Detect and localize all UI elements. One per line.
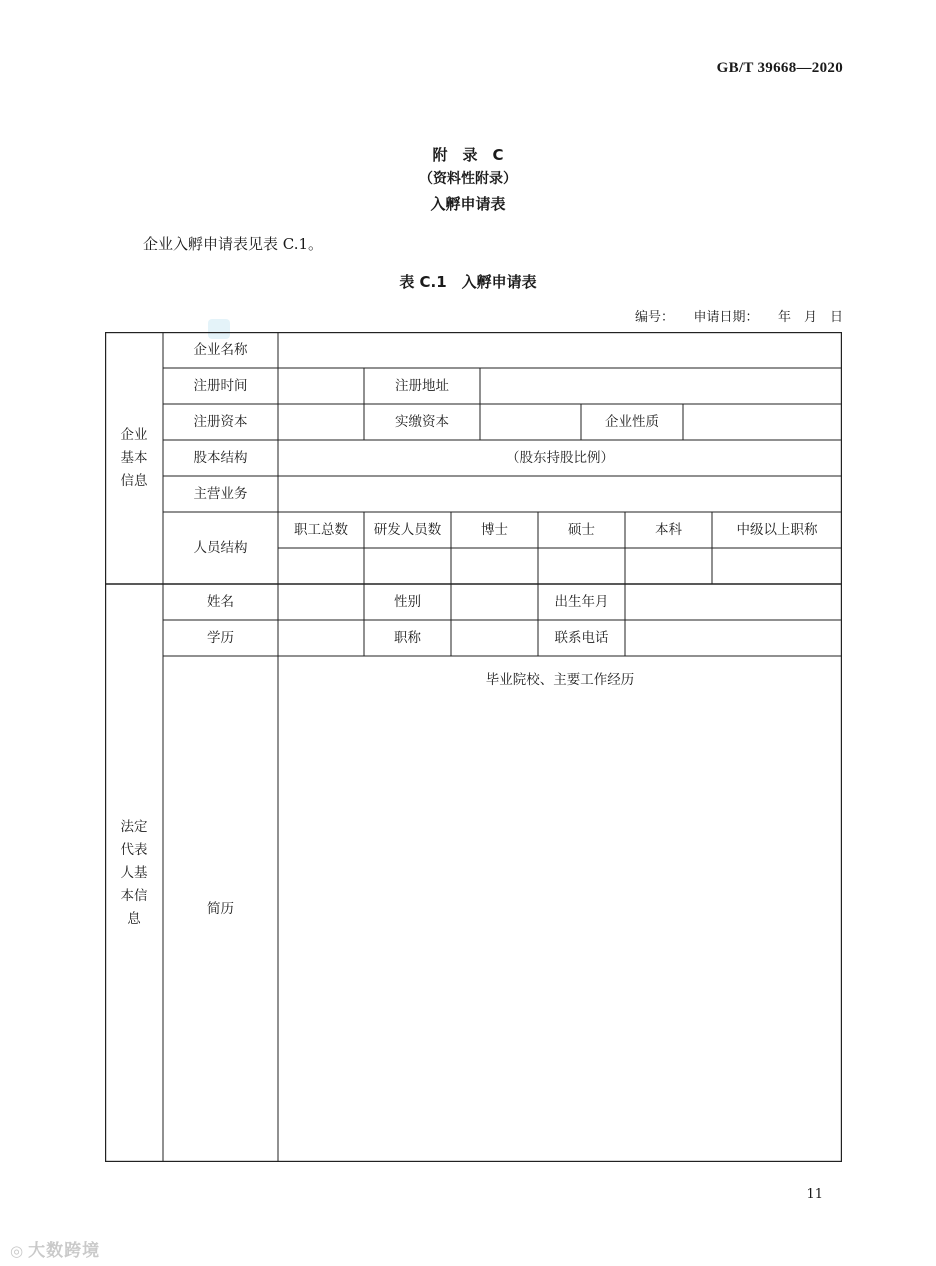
field-main-business[interactable]: [278, 476, 842, 512]
watermark-brand-icon: ◎: [10, 1242, 25, 1260]
staff-col-phd: 博士: [481, 521, 508, 538]
appendix-subtitle: （资料性附录）: [419, 171, 517, 187]
field-equity-structure-note: （股东持股比例）: [506, 449, 614, 466]
label-paid-capital: 实缴资本: [395, 413, 449, 430]
staff-col-master: 硕士: [568, 521, 595, 538]
watermark-text: 大数跨境: [28, 1241, 101, 1261]
label-main-business: 主营业务: [193, 485, 248, 502]
section-label-legal-rep-info: 法定代表人基本信息: [120, 818, 148, 927]
label-education: 学历: [207, 629, 234, 646]
label-title-rank: 职称: [394, 629, 421, 646]
table-meta-line: 编号： 申请日期： 年 月 日: [634, 310, 843, 325]
label-reg-time: 注册时间: [193, 377, 248, 394]
field-company-nature[interactable]: [683, 404, 842, 440]
appendix-title: 附 录 C: [432, 146, 504, 164]
field-reg-address[interactable]: [480, 368, 842, 404]
watermark: [10, 1236, 100, 1261]
field-company-name[interactable]: [278, 332, 842, 368]
label-staff-structure: 人员结构: [193, 539, 248, 556]
staff-col-total: 职工总数: [294, 521, 348, 538]
field-phone[interactable]: [625, 620, 842, 656]
staff-col-rnd: 研发人员数: [373, 521, 442, 538]
table-title: 表 C.1 入孵申请表: [399, 273, 537, 291]
field-gender[interactable]: [451, 584, 538, 620]
application-form-table: [105, 332, 842, 1162]
label-gender: 性别: [394, 593, 421, 610]
appendix-name: 入孵申请表: [430, 195, 506, 213]
label-resume: 简历: [207, 900, 234, 917]
section-label-company-info: 企业基本信息: [120, 426, 148, 489]
label-phone: 联系电话: [554, 629, 609, 646]
field-birth[interactable]: [625, 584, 842, 620]
staff-col-senior-title: 中级以上职称: [736, 521, 818, 538]
resume-note: 毕业院校、主要工作经历: [485, 671, 635, 688]
standard-code: GB/T 39668—2020: [716, 60, 843, 76]
label-reg-capital: 注册资本: [193, 413, 248, 430]
field-reg-time[interactable]: [278, 368, 364, 404]
field-name[interactable]: [278, 584, 364, 620]
label-equity-structure: 股本结构: [193, 449, 248, 466]
label-birth: 出生年月: [554, 593, 609, 610]
field-reg-capital[interactable]: [278, 404, 364, 440]
field-education[interactable]: [278, 620, 364, 656]
label-name: 姓名: [207, 593, 234, 610]
intro-paragraph: 企业入孵申请表见表 C.1。: [143, 235, 324, 253]
field-title-rank[interactable]: [451, 620, 538, 656]
staff-col-bachelor: 本科: [655, 521, 682, 538]
label-reg-address: 注册地址: [395, 377, 449, 394]
label-company-nature: 企业性质: [605, 413, 659, 430]
page-number: 11: [806, 1187, 823, 1202]
field-paid-capital[interactable]: [480, 404, 581, 440]
label-company-name: 企业名称: [193, 341, 248, 358]
